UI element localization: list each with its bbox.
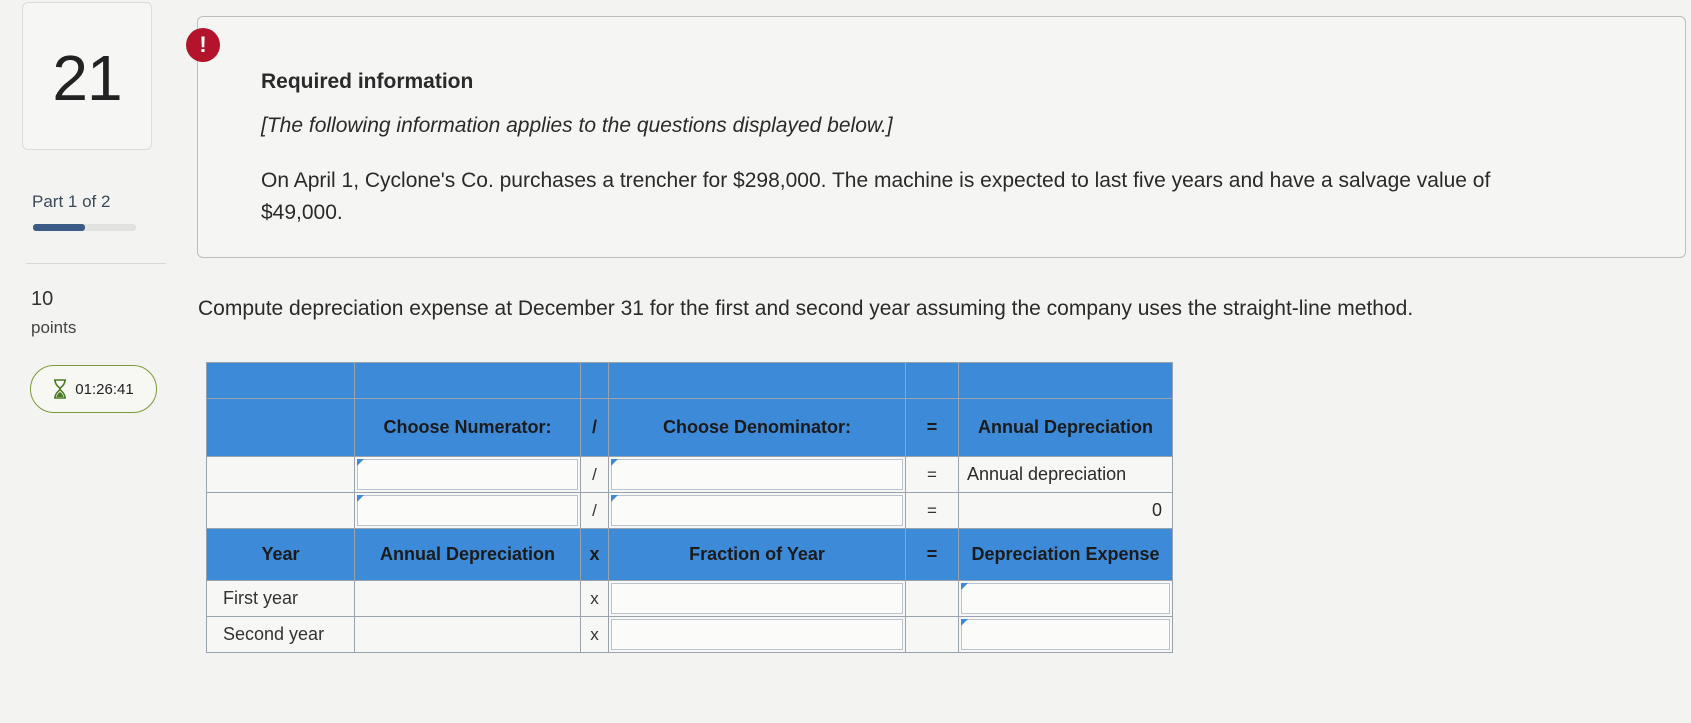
equals-cell: [906, 581, 959, 617]
fraction-of-year-header: Fraction of Year: [609, 529, 906, 581]
divide-symbol: /: [581, 457, 609, 493]
equals-symbol: =: [906, 457, 959, 493]
choose-denominator-header: Choose Denominator:: [609, 399, 906, 457]
required-info-title: Required information: [261, 70, 474, 93]
depreciation-expense-header: Depreciation Expense: [959, 529, 1173, 581]
equals-symbol: =: [906, 529, 959, 581]
fraction-of-year-input[interactable]: [609, 617, 906, 653]
annual-depreciation-header: Annual Depreciation: [959, 399, 1173, 457]
depreciation-expense-input[interactable]: [959, 617, 1173, 653]
annual-depreciation-result: 0: [959, 493, 1173, 529]
year-label: Second year: [207, 617, 355, 653]
year-label: First year: [207, 581, 355, 617]
table-row: [207, 617, 1173, 653]
points-label: points: [31, 318, 77, 337]
choose-numerator-header: Choose Numerator:: [355, 399, 581, 457]
depreciation-table: [206, 362, 1173, 653]
annual-depreciation-col-header: Annual Depreciation: [355, 529, 581, 581]
table-top-band: [207, 363, 1173, 399]
formula-input-row: [207, 493, 1173, 529]
part-indicator: Part 1 of 2: [32, 192, 111, 211]
required-info-body: On April 1, Cyclone's Co. purchases a trencher for $298,000. The machine is expected to last five years and have a salvage value of $49,000.: [261, 169, 1491, 224]
question-prompt: Compute depreciation expense at December 31 for the first and second year assuming the company uses the straight-line method.: [198, 297, 1414, 320]
equals-symbol: =: [906, 493, 959, 529]
question-number-card: [22, 2, 152, 150]
part-progress-fill: [33, 224, 85, 231]
annual-depreciation-cell: [355, 617, 581, 653]
question-number: 21: [52, 42, 122, 114]
numerator-input[interactable]: [355, 493, 581, 529]
depreciation-expense-input[interactable]: [959, 581, 1173, 617]
equals-cell: [906, 617, 959, 653]
times-symbol: x: [581, 581, 609, 617]
annual-depreciation-cell: [355, 581, 581, 617]
formula-header-row: [207, 399, 1173, 457]
fraction-of-year-input[interactable]: [609, 581, 906, 617]
formula-input-row: [207, 457, 1173, 493]
alert-icon: !: [186, 28, 220, 62]
timer-value: 01:26:41: [75, 380, 134, 398]
denominator-input[interactable]: [609, 493, 906, 529]
hourglass-icon: [53, 379, 67, 399]
table-row: [207, 581, 1173, 617]
year-header: Year: [207, 529, 355, 581]
times-symbol: x: [581, 529, 609, 581]
part-progress-bar: [33, 224, 136, 231]
divide-symbol: /: [581, 399, 609, 457]
divide-symbol: /: [581, 493, 609, 529]
points-value: 10: [31, 288, 54, 310]
denominator-dropdown[interactable]: [609, 457, 906, 493]
sidebar-divider: [26, 263, 166, 264]
annual-depreciation-label: Annual depreciation: [959, 457, 1173, 493]
numerator-dropdown[interactable]: [355, 457, 581, 493]
times-symbol: x: [581, 617, 609, 653]
required-info-note: [The following information applies to the questions displayed below.]: [261, 114, 893, 137]
timer[interactable]: [30, 365, 157, 413]
equals-symbol: =: [906, 399, 959, 457]
expense-header-row: [207, 529, 1173, 581]
